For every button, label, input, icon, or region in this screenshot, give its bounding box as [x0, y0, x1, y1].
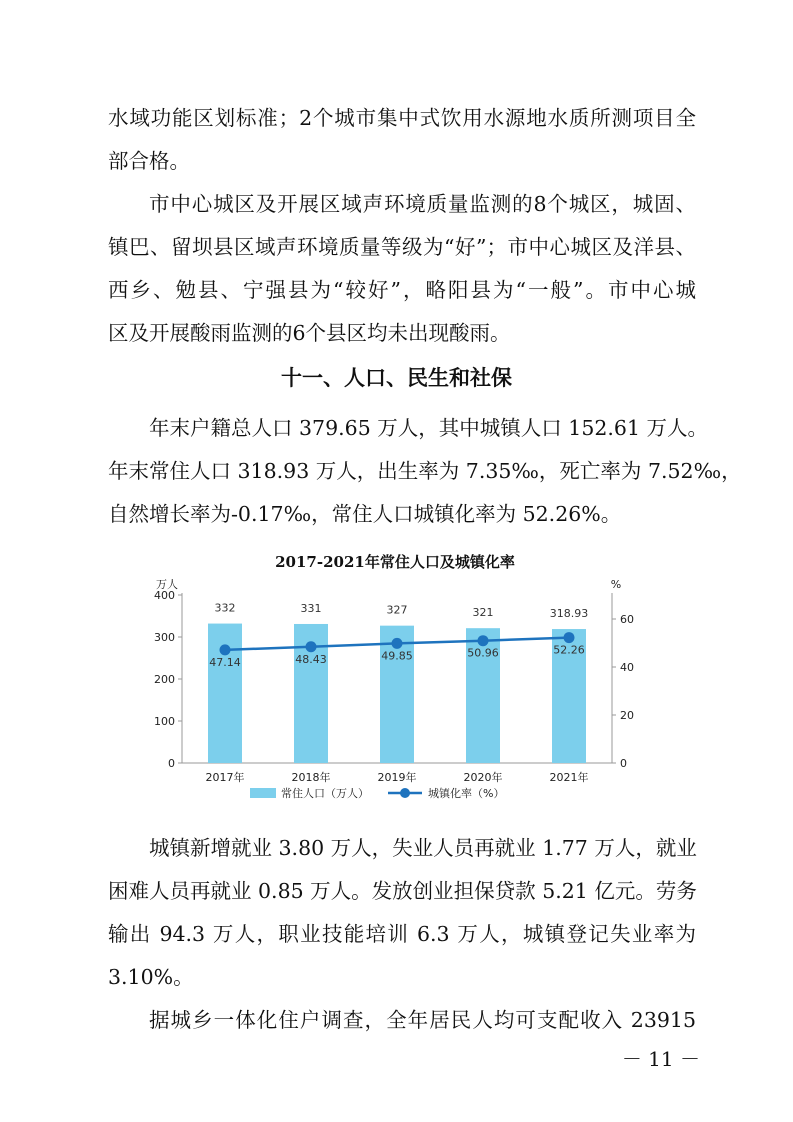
x-tick-label: 2018年: [291, 771, 331, 784]
paragraph-line: 镇巴、留坝县区域声环境质量等级为“好”；市中心城区及洋县、: [108, 235, 696, 259]
paragraph-line: 部合格。: [108, 149, 190, 173]
population-urbanization-chart: [150, 545, 640, 810]
y-left-tick-label: 400: [154, 589, 175, 602]
paragraph-line: 城镇新增就业 3.80 万人，失业人员再就业 1.77 万人，就业: [149, 836, 697, 860]
line-data-label: 47.14: [209, 655, 241, 669]
paragraph-line: 输出 94.3 万人，职业技能培训 6.3 万人，城镇登记失业率为: [108, 922, 696, 946]
paragraph-line: 区及开展酸雨监测的6个县区均未出现酸雨。: [108, 321, 511, 345]
line-data-label: 49.85: [381, 649, 413, 663]
paragraph-line: 3.10%。: [108, 965, 194, 989]
line-data-label: 50.96: [467, 646, 499, 660]
legend-bar-swatch: [250, 788, 276, 798]
legend-line-label: 城镇化率（%）: [428, 787, 505, 800]
y-right-tick-label: 60: [620, 613, 634, 626]
x-tick-label: 2021年: [549, 771, 589, 784]
bar-data-label: 332: [214, 601, 236, 615]
section-heading: 十一、人口、民生和社保: [281, 366, 512, 390]
line-point: [564, 632, 575, 643]
paragraph-line: 困难人员再就业 0.85 万人。发放创业担保贷款 5.21 亿元。劳务: [108, 879, 697, 903]
bar-data-label: 327: [386, 603, 408, 617]
y-right-unit: %: [610, 578, 622, 591]
y-left-tick-label: 300: [154, 631, 175, 644]
bar-data-label: 331: [300, 601, 322, 615]
y-left-unit: 万人: [156, 578, 178, 591]
y-left-tick-label: 200: [154, 673, 175, 686]
paragraph-line: 年末户籍总人口 379.65 万人，其中城镇人口 152.61 万人。: [149, 416, 709, 440]
y-left-tick-label: 100: [154, 715, 175, 728]
legend-line-marker: [400, 788, 410, 798]
bar-data-label: 318.93: [549, 607, 589, 621]
line-data-label: 52.26: [553, 643, 585, 657]
line-point: [478, 635, 489, 646]
y-right-tick-label: 40: [620, 661, 634, 674]
x-tick-label: 2017年: [205, 771, 245, 784]
page-number: － 11 －: [621, 1047, 700, 1071]
paragraph-line: 西乡、勉县、宁强县为“较好”，略阳县为“一般”。市中心城: [108, 278, 696, 302]
paragraph-line: 水域功能区划标准；2个城市集中式饮用水源地水质所测项目全: [108, 106, 696, 130]
paragraph-line: 据城乡一体化住户调查，全年居民人均可支配收入 23915: [149, 1008, 696, 1032]
paragraph-line: 市中心城区及开展区域声环境质量监测的8个城区，城固、: [149, 192, 696, 216]
line-data-label: 48.43: [295, 652, 327, 666]
chart-title: 2017-2021年常住人口及城镇化率: [275, 553, 515, 571]
line-point: [306, 641, 317, 652]
x-tick-label: 2019年: [377, 771, 417, 784]
y-right-tick-label: 0: [620, 757, 627, 770]
line-point: [220, 644, 231, 655]
legend-bar-label: 常住人口（万人）: [281, 787, 369, 800]
line-point: [392, 638, 403, 649]
paragraph-line: 自然增长率为-0.17‰，常住人口城镇化率为 52.26%。: [108, 502, 622, 526]
y-right-tick-label: 20: [620, 709, 634, 722]
y-left-tick-label: 0: [168, 757, 175, 770]
x-tick-label: 2020年: [463, 771, 503, 784]
paragraph-line: 年末常住人口 318.93 万人，出生率为 7.35‰，死亡率为 7.52‰，: [108, 459, 742, 483]
bar-data-label: 321: [472, 606, 494, 620]
